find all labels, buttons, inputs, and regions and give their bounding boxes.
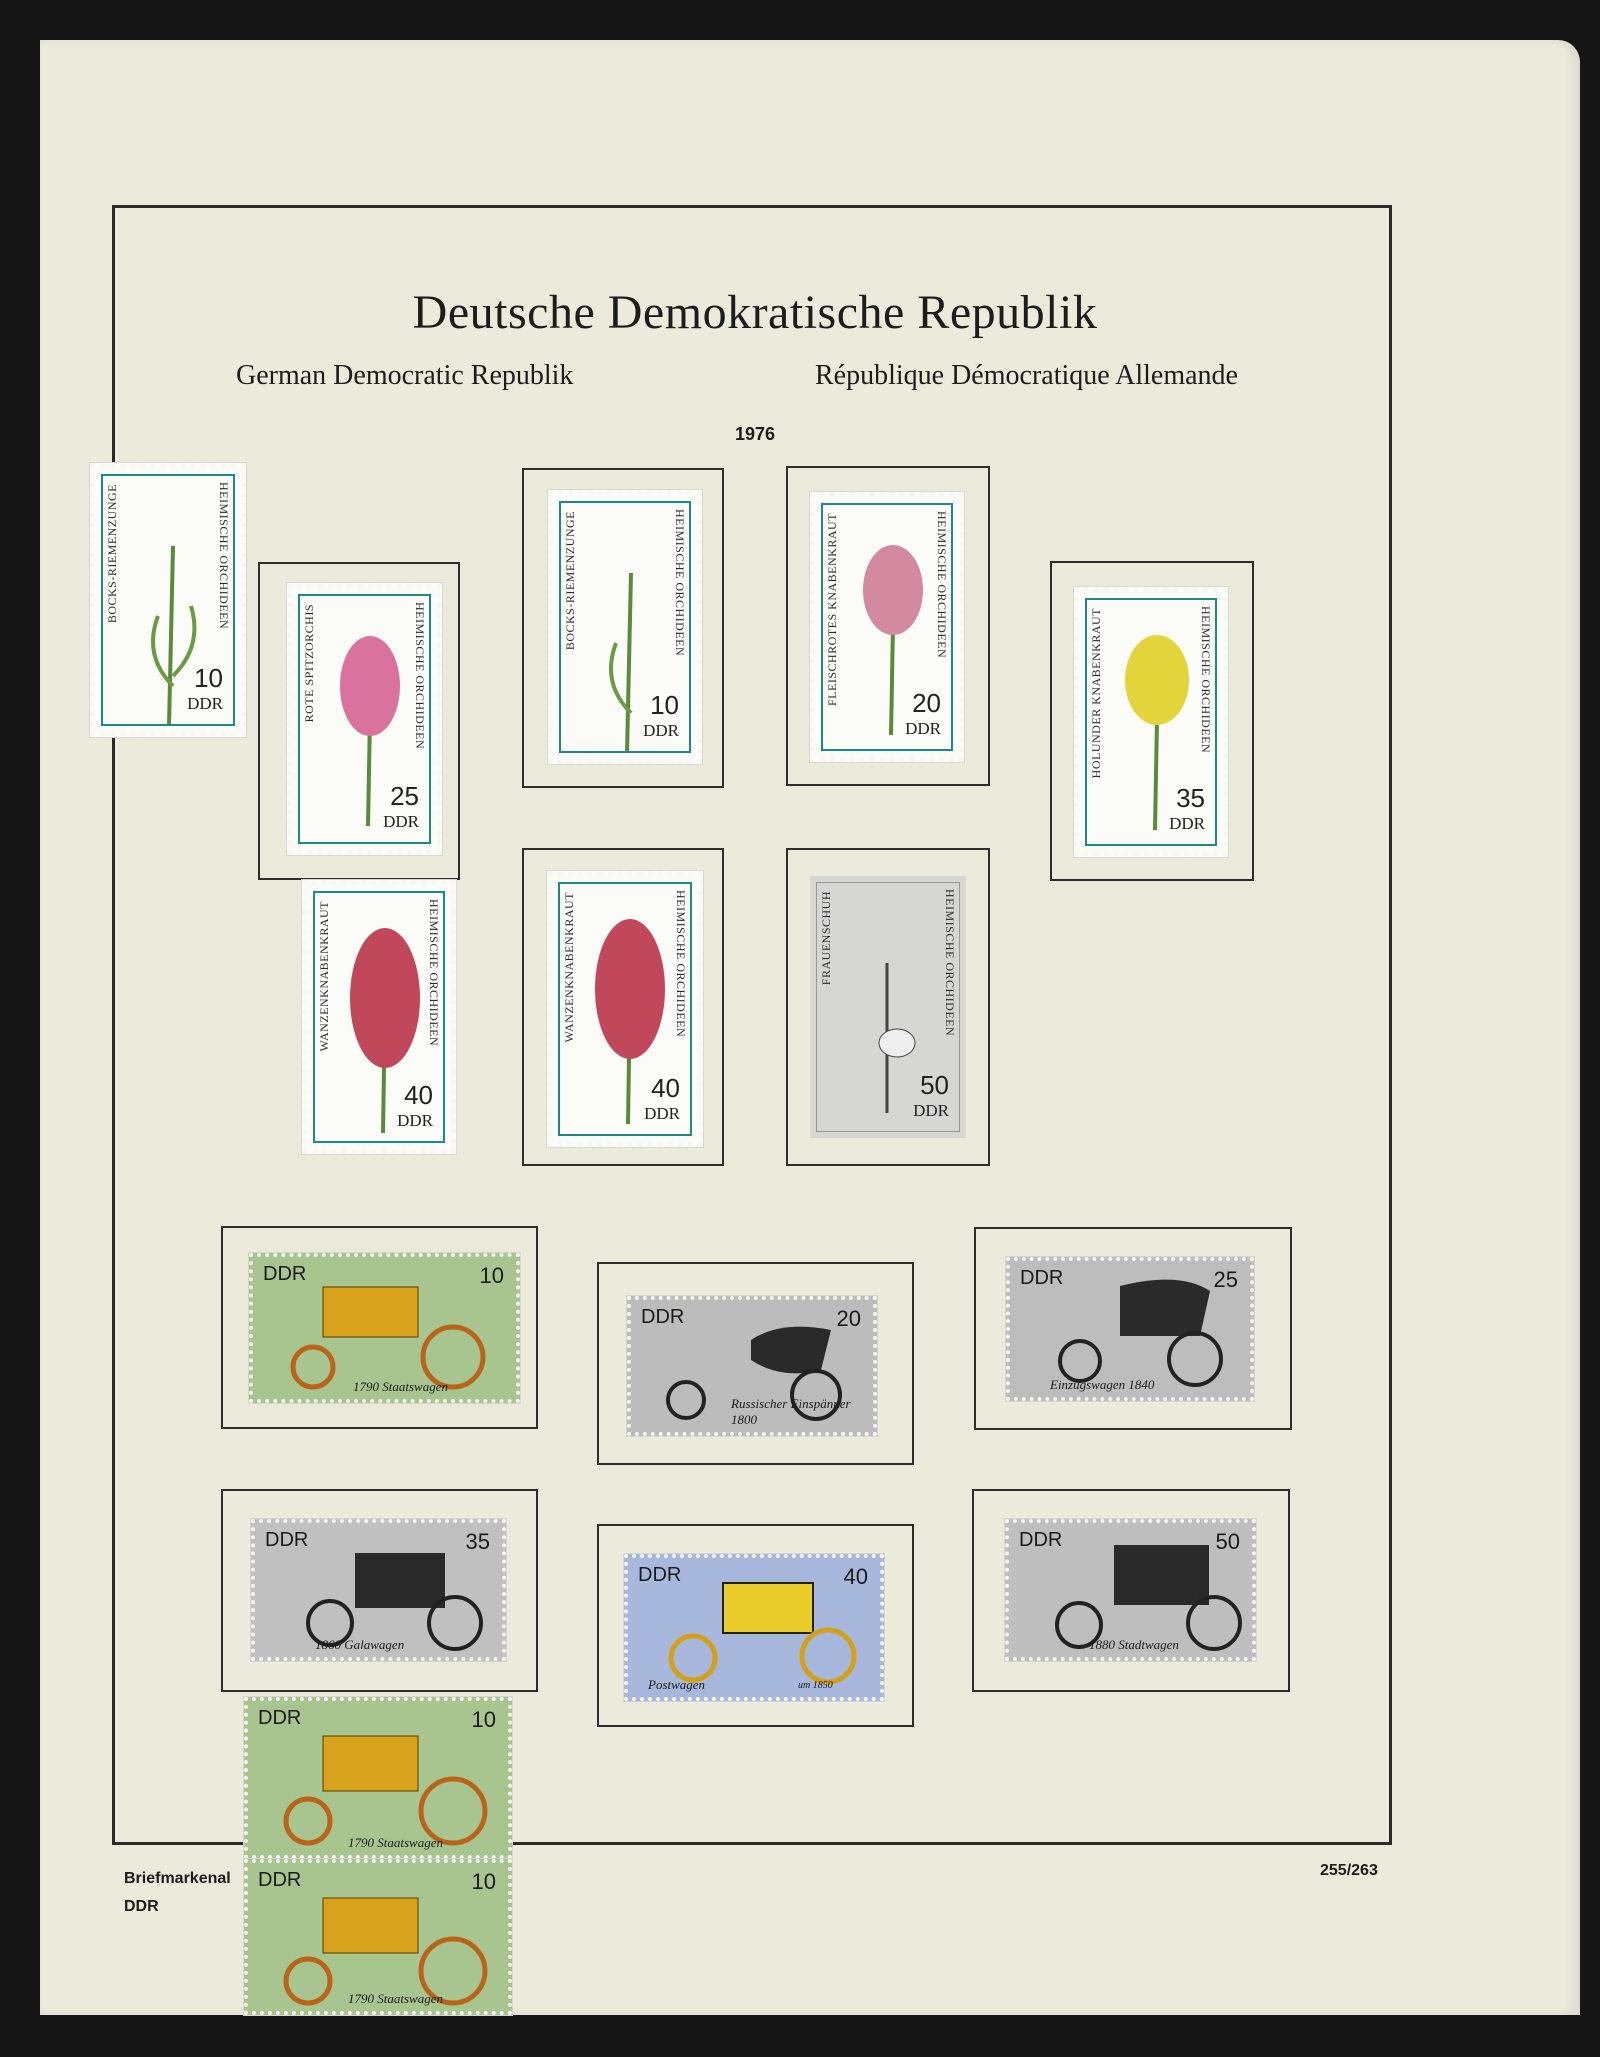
stamp-country: DDR — [643, 721, 679, 740]
stamp-design — [313, 891, 445, 1143]
orchid-stamp-proof — [810, 876, 966, 1138]
stamp-value: 25 — [390, 781, 419, 811]
footer-country: DDR — [124, 1898, 159, 1915]
subtitle-french: République Démocratique Allemande — [815, 360, 1238, 391]
stamp-country: DDR — [913, 1101, 949, 1120]
stamp-value: 25 — [1213, 1267, 1238, 1292]
stamp-value: 10 — [471, 1869, 496, 1894]
stamp-caption: 1790 Staatswagen — [353, 1379, 448, 1394]
stamp-country: DDR — [187, 694, 223, 713]
stamp-design — [559, 501, 691, 753]
stamp-caption: 1790 Staatswagen — [348, 1991, 443, 2006]
orchid-stamp — [548, 490, 702, 764]
stamp-design — [298, 594, 431, 844]
stamp-value: 10 — [650, 690, 679, 720]
stamp-caption: 1880 Stadtwagen — [1089, 1637, 1179, 1652]
coach-stamp — [244, 1697, 512, 1859]
year-heading: 1976 — [734, 424, 776, 444]
stamp-series: HEIMISCHE ORCHIDEEN — [217, 482, 231, 630]
stamp-species: BOCKS-RIEMENZUNGE — [105, 484, 119, 624]
stamp-country: DDR — [265, 1529, 309, 1551]
stamp-country: DDR — [383, 812, 419, 831]
orchid-stamp — [810, 492, 964, 762]
orchid-stamp — [1074, 587, 1228, 857]
stamp-value: 10 — [194, 663, 223, 693]
stamp-value: 50 — [920, 1070, 949, 1100]
stamp-country: DDR — [905, 719, 941, 738]
stamp-value: 20 — [836, 1306, 861, 1331]
stamp-series: HEIMISCHE ORCHIDEEN — [1199, 606, 1213, 754]
coach-stamp — [249, 1253, 520, 1403]
stamp-series: HEIMISCHE ORCHIDEEN — [413, 602, 427, 750]
stamp-country: DDR — [397, 1111, 433, 1130]
orchid-stamp — [90, 463, 246, 737]
footer-page-number: 255/263 — [1320, 1862, 1378, 1879]
stamp-country: DDR — [258, 1707, 302, 1729]
coach-stamp — [627, 1296, 877, 1436]
stamp-design — [101, 474, 235, 726]
stamp-value: 40 — [651, 1073, 680, 1103]
stamp-caption: 1790 Staatswagen — [348, 1835, 443, 1850]
stamp-country: DDR — [638, 1564, 682, 1586]
stamp-caption: Russischer Einspänner 1800 — [731, 1396, 851, 1427]
coach-stamp — [624, 1554, 884, 1701]
stamp-value: 40 — [843, 1564, 868, 1589]
stamp-value: 40 — [404, 1080, 433, 1110]
stamp-design — [821, 503, 953, 751]
orchid-stamp — [302, 880, 456, 1154]
footer-publisher: Briefmarkenal — [124, 1870, 231, 1887]
stamp-value: 10 — [479, 1263, 504, 1288]
stamp-species: FLEISCHROTES KNABENKRAUT — [825, 513, 839, 707]
stamp-value: 35 — [1176, 783, 1205, 813]
stamp-value: 20 — [912, 688, 941, 718]
stamp-species: BOCKS-RIEMENZUNGE — [563, 511, 577, 651]
page-title: Deutsche Demokratische Republik — [412, 286, 1098, 339]
stamp-species: WANZENKNABENKRAUT — [317, 901, 331, 1052]
stamp-species: FRAUENSCHUH — [819, 891, 833, 986]
orchid-stamp — [547, 871, 703, 1147]
stamp-value: 35 — [465, 1529, 490, 1554]
coach-stamp — [1006, 1257, 1254, 1401]
stamp-country: DDR — [258, 1869, 302, 1891]
stamp-design — [1085, 598, 1217, 846]
coach-stamp — [251, 1519, 506, 1661]
stamp-series: HEIMISCHE ORCHIDEEN — [427, 899, 441, 1047]
stamp-caption: Postwagen — [648, 1677, 706, 1692]
stamp-series: HEIMISCHE ORCHIDEEN — [674, 890, 688, 1038]
stamp-design — [816, 882, 960, 1132]
stamp-country: DDR — [1020, 1267, 1064, 1289]
stamp-caption: 1860 Galawagen — [315, 1637, 405, 1652]
stamp-country: DDR — [1169, 814, 1205, 833]
stamp-value: 50 — [1215, 1529, 1240, 1554]
stamp-value: 10 — [471, 1707, 496, 1732]
stamp-country: DDR — [263, 1263, 307, 1285]
stamp-species: HOLUNDER KNABENKRAUT — [1089, 608, 1103, 779]
stamp-design — [558, 882, 692, 1136]
stamp-series: HEIMISCHE ORCHIDEEN — [673, 509, 687, 657]
stamp-caption: Einzugswagen 1840 — [1050, 1377, 1155, 1392]
stamp-caption-year: um 1850 — [798, 1680, 833, 1691]
stamp-series: HEIMISCHE ORCHIDEEN — [935, 511, 949, 659]
subtitle-english: German Democratic Republik — [236, 360, 574, 391]
stamp-country: DDR — [641, 1306, 685, 1328]
stamp-country: DDR — [644, 1104, 680, 1123]
stamp-species: WANZENKNABENKRAUT — [562, 892, 576, 1043]
stamp-species: ROTE SPITZORCHIS — [302, 604, 316, 723]
orchid-stamp — [287, 583, 442, 855]
coach-stamp — [244, 1859, 512, 2015]
stamp-series: HEIMISCHE ORCHIDEEN — [943, 889, 957, 1037]
coach-stamp — [1005, 1519, 1256, 1661]
stamp-country: DDR — [1019, 1529, 1063, 1551]
